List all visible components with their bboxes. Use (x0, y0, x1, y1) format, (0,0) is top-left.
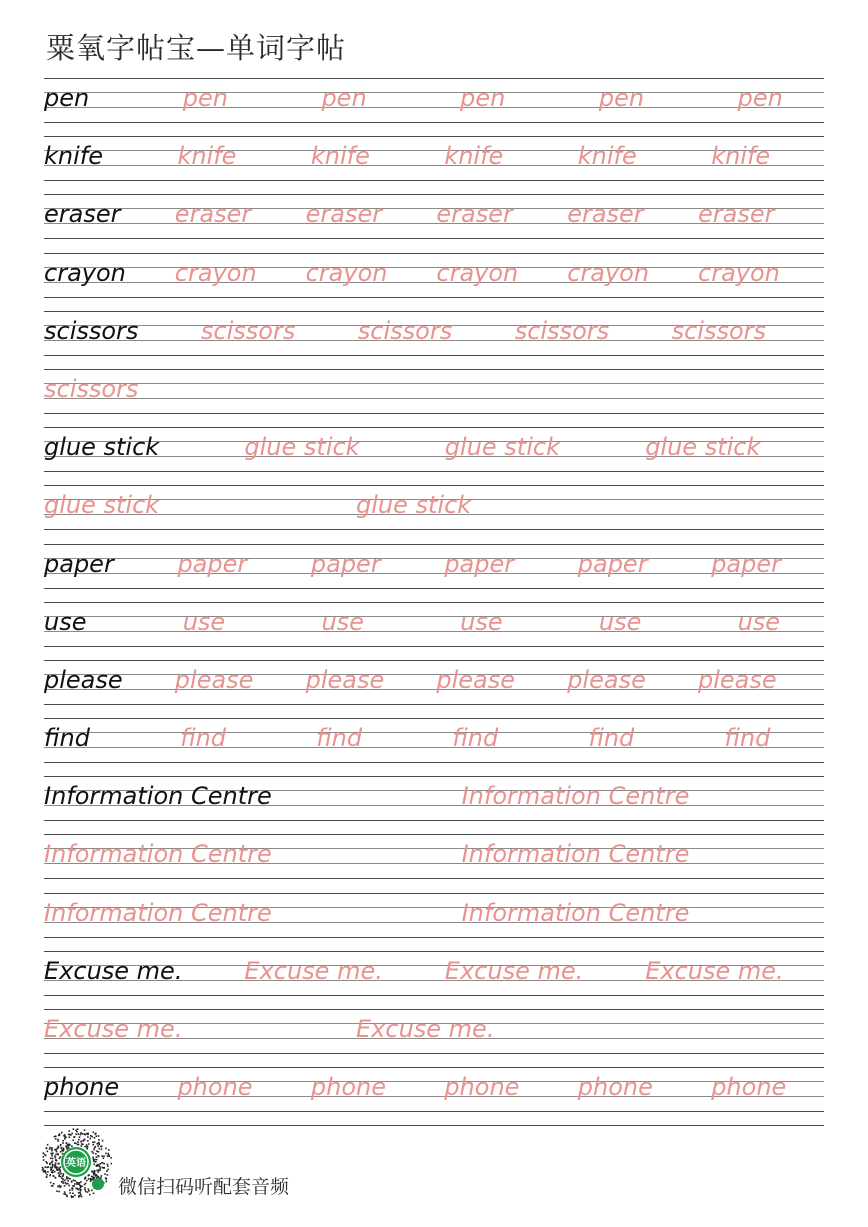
practice-row (44, 194, 824, 252)
footer-audio-hint: 微信扫码听配套音频 (118, 1176, 290, 1198)
trace-word: glue stick (244, 433, 360, 462)
ruling-line (44, 820, 824, 821)
practice-row (44, 253, 824, 311)
trace-word: crayon (698, 258, 780, 287)
ruling-line (44, 878, 824, 879)
trace-word: Excuse me. (444, 956, 584, 985)
ruling-line (44, 78, 824, 79)
ruling-line (44, 951, 824, 952)
ruling-line (44, 297, 824, 298)
trace-word: Information Centre (461, 898, 690, 927)
ruling-line (44, 238, 824, 239)
trace-word: phone (177, 1073, 253, 1102)
trace-word: scissors (44, 374, 139, 403)
trace-word: crayon (436, 258, 519, 287)
practice-row (44, 602, 824, 660)
qr-corner-badge (92, 1178, 104, 1190)
ruling-line (44, 718, 824, 719)
ruling-line (44, 136, 824, 137)
trace-word: use (737, 607, 781, 636)
trace-word: Information Centre (44, 840, 272, 869)
trace-word: eraser (567, 200, 644, 229)
trace-word: pen (460, 84, 506, 112)
trace-word: eraser (305, 200, 383, 229)
practice-row (44, 776, 824, 834)
trace-word: please (567, 665, 646, 694)
ruling-line (44, 776, 824, 777)
trace-word: phone (444, 1073, 520, 1102)
ruling-line (44, 427, 824, 428)
practice-row (44, 78, 824, 136)
page-title: 粟氧字帖宝—单词字帖 (46, 31, 347, 65)
ruling-line (44, 660, 824, 661)
ruling-line (44, 834, 824, 835)
ruling-line (44, 369, 824, 370)
ruling-line (44, 747, 824, 748)
practice-row (44, 369, 824, 427)
trace-word: Excuse me. (44, 1015, 183, 1043)
trace-word: find (180, 724, 227, 753)
model-word: find (44, 724, 90, 753)
trace-word: Excuse me. (645, 956, 784, 985)
copybook-rows (44, 78, 824, 1126)
practice-row (44, 893, 824, 951)
trace-word: use (460, 607, 503, 636)
ruling-line (44, 1096, 824, 1097)
ruling-line (44, 253, 824, 254)
trace-word: Information Centre (461, 840, 690, 869)
model-word: use (44, 607, 87, 636)
trace-word: find (588, 724, 635, 753)
ruling-line (44, 122, 824, 123)
practice-row (44, 427, 824, 485)
ruling-line (44, 937, 824, 938)
trace-word: please (174, 665, 254, 694)
practice-row (44, 1009, 824, 1067)
ruling-line (44, 485, 824, 486)
trace-word: paper (577, 549, 648, 578)
trace-word: eraser (174, 200, 252, 229)
trace-word: use (321, 607, 364, 636)
ruling-line (44, 704, 824, 705)
ruling-line (44, 1053, 824, 1054)
model-word: Excuse me. (44, 956, 183, 985)
trace-word: knife (177, 142, 237, 171)
ruling-line (44, 413, 824, 414)
trace-word: Information Centre (44, 898, 272, 927)
practice-row (44, 1067, 824, 1125)
model-word: glue stick (44, 433, 160, 462)
practice-row (44, 544, 824, 602)
trace-word: glue stick (356, 491, 472, 520)
trace-word: scissors (357, 316, 453, 345)
model-word: scissors (44, 316, 139, 345)
ruling-line (44, 1081, 824, 1082)
ruling-line (44, 383, 824, 384)
trace-word: knife (310, 142, 370, 171)
trace-word: phone (577, 1073, 653, 1102)
ruling-line (44, 588, 824, 589)
model-word: crayon (44, 258, 126, 287)
ruling-line (44, 602, 824, 603)
trace-word: Excuse me. (356, 1015, 495, 1043)
practice-row (44, 718, 824, 776)
qr-code-icon[interactable] (40, 1126, 112, 1198)
ruling-line (44, 180, 824, 181)
trace-word: crayon (567, 258, 650, 287)
ruling-line (44, 732, 824, 733)
trace-word: please (436, 665, 516, 694)
trace-word: glue stick (444, 433, 560, 462)
ruling-line (44, 311, 824, 312)
model-word: pen (44, 84, 90, 112)
trace-word: scissors (514, 316, 610, 345)
ruling-line (44, 558, 824, 559)
footer (40, 1126, 340, 1198)
model-word: knife (44, 142, 103, 171)
trace-word: knife (577, 142, 637, 171)
trace-word: pen (321, 84, 367, 112)
ruling-line (44, 1009, 824, 1010)
model-word: phone (44, 1073, 120, 1102)
ruling-line (44, 893, 824, 894)
ruling-line (44, 398, 824, 399)
trace-word: please (698, 665, 777, 694)
trace-word: scissors (200, 316, 296, 345)
ruling-line (44, 1111, 824, 1112)
model-word: eraser (44, 200, 121, 229)
practice-row (44, 485, 824, 543)
ruling-line (44, 529, 824, 530)
trace-word: use (182, 607, 226, 636)
ruling-line (44, 194, 824, 195)
trace-word: pen (737, 84, 783, 112)
trace-word: paper (444, 549, 515, 578)
ruling-line (44, 573, 824, 574)
model-word: please (44, 665, 123, 694)
ruling-line (44, 92, 824, 93)
practice-row (44, 951, 824, 1009)
ruling-line (44, 1067, 824, 1068)
trace-word: find (316, 724, 363, 753)
ruling-line (44, 165, 824, 166)
trace-word: pen (182, 84, 228, 112)
trace-word: Excuse me. (244, 956, 383, 985)
ruling-line (44, 646, 824, 647)
trace-word: crayon (305, 258, 388, 287)
ruling-line (44, 995, 824, 996)
trace-word: pen (598, 84, 645, 112)
trace-word: knife (444, 142, 504, 171)
ruling-line (44, 631, 824, 632)
trace-word: find (452, 724, 499, 753)
model-word: Information Centre (44, 782, 272, 811)
qr-center-label: 英语 (66, 1158, 86, 1169)
trace-word: glue stick (645, 433, 761, 462)
trace-word: glue stick (44, 491, 160, 520)
model-word: paper (44, 549, 114, 578)
ruling-line (44, 107, 824, 108)
ruling-line (44, 544, 824, 545)
trace-word: eraser (698, 200, 775, 229)
trace-word: phone (711, 1073, 787, 1102)
trace-word: eraser (436, 200, 513, 229)
ruling-line (44, 616, 824, 617)
ruling-line (44, 471, 824, 472)
practice-row (44, 660, 824, 718)
ruling-line (44, 355, 824, 356)
trace-word: scissors (671, 316, 767, 345)
ruling-line (44, 762, 824, 763)
trace-word: knife (711, 142, 771, 171)
trace-word: find (724, 724, 771, 753)
practice-row (44, 136, 824, 194)
practice-row (44, 311, 824, 369)
ruling-line (44, 150, 824, 151)
trace-word: crayon (174, 258, 257, 287)
trace-word: use (598, 607, 642, 636)
trace-word: paper (310, 549, 381, 578)
trace-word: paper (177, 549, 248, 578)
trace-word: please (305, 665, 385, 694)
trace-word: paper (711, 549, 781, 578)
trace-word: phone (310, 1073, 386, 1102)
trace-word: Information Centre (461, 782, 690, 811)
practice-row (44, 834, 824, 892)
